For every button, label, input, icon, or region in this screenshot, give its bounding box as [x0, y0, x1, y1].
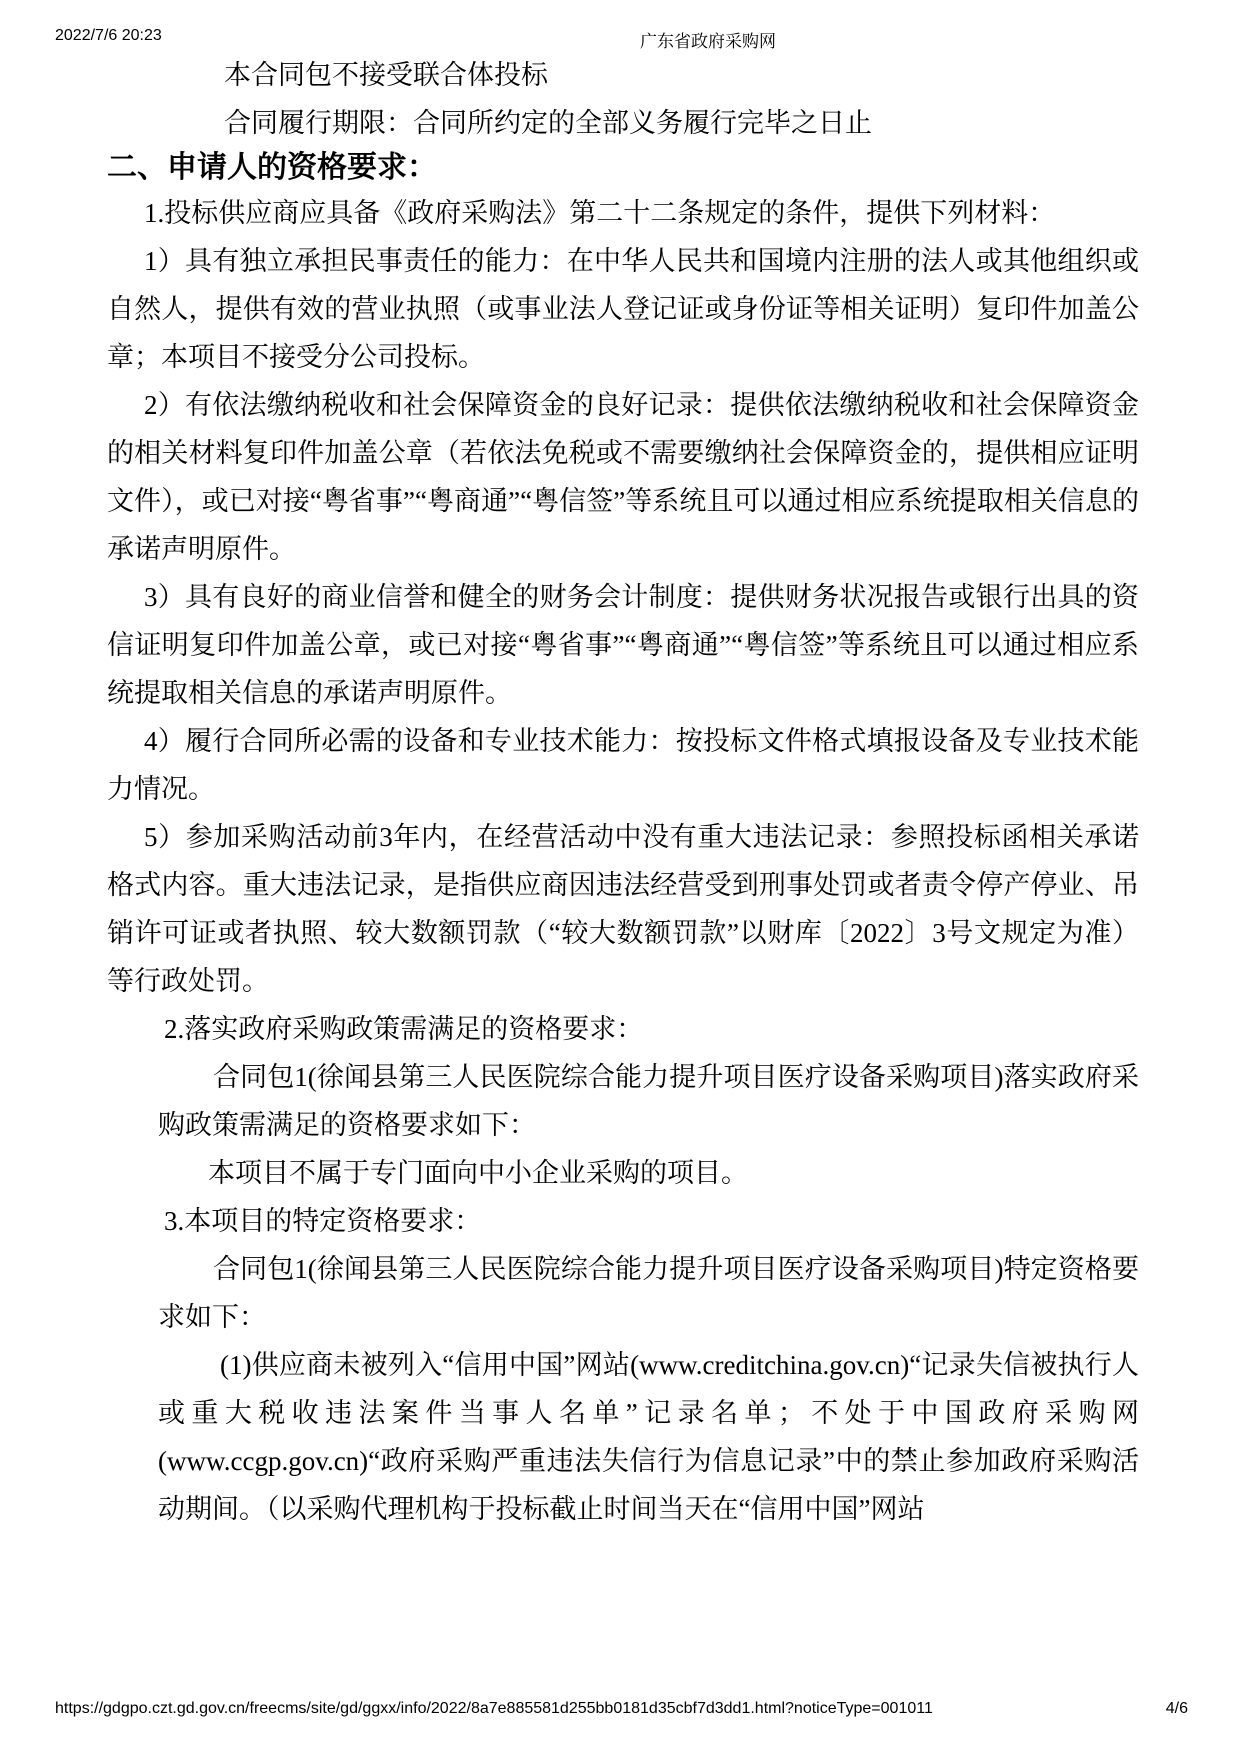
paragraph-requirement-1: 1.投标供应商应具备《政府采购法》第二十二条规定的条件，提供下列材料： [144, 198, 1056, 228]
intro-line-consortium: 本合同包不接受联合体投标 [224, 60, 548, 90]
paragraph-item-4-equipment-capability: 4）履行合同所必需的设备和专业技术能力：按投标文件格式填报设备及专业技术能力情况。 [107, 726, 1139, 804]
print-footer-page-number: 4/6 [1165, 1700, 1188, 1717]
paragraph-item-1-civil-liability: 1）具有独立承担民事责任的能力：在中华人民共和国境内注册的法人或其他组织或自然人，提供有效的营业执照（或事业法人登记证或身份证等相关证明）复印件加盖公章；本项目不接受分公司投标。 [107, 246, 1139, 372]
section-heading-applicant-qualifications: 二、申请人的资格要求： [107, 151, 437, 184]
print-header-site-title: 广东省政府采购网 [640, 32, 776, 51]
paragraph-item-2-tax-social-security: 2）有依法缴纳税收和社会保障资金的良好记录：提供依法缴纳税收和社会保障资金的相关材料复印件加盖公章（若依法免税或不需要缴纳社会保障资金的，提供相应证明文件），或已对接“粤省事”“粤商通”“粤信签”等系统且可以通过相应系统提取相关信息的承诺声明原件。 [107, 390, 1139, 564]
paragraph-requirement-3-specific: 3.本项目的特定资格要求： [164, 1206, 482, 1236]
print-header-timestamp: 2022/7/6 20:23 [55, 27, 162, 44]
paragraph-specific-item-1-credit-china: (1)供应商未被列入“信用中国”网站(www.creditchina.gov.cn)“记录失信被执行人或重大税收违法案件当事人名单”记录名单；不处于中国政府采购网(www.ccgp.gov.cn)“政府采购严重违法失信行为信息记录”中的禁止参加政府采购活动期间。（以采购代理机构于投标截止时间当天在“信用中国”网站 [158, 1350, 1139, 1524]
paragraph-package1-specific-requirements: 合同包1(徐闻县第三人民医院综合能力提升项目医疗设备采购项目)特定资格要求如下： [158, 1254, 1139, 1332]
paragraph-item-3-credit-finance: 3）具有良好的商业信誉和健全的财务会计制度：提供财务状况报告或银行出具的资信证明复印件加盖公章，或已对接“粤省事”“粤商通”“粤信签”等系统且可以通过相应系统提取相关信息的承诺声明原件。 [107, 582, 1139, 708]
paragraph-requirement-2-policy: 2.落实政府采购政策需满足的资格要求： [164, 1014, 644, 1044]
paragraph-not-sme-targeted: 本项目不属于专门面向中小企业采购的项目。 [208, 1158, 748, 1188]
print-footer-url: https://gdgpo.czt.gd.gov.cn/freecms/site/gd/ggxx/info/2022/8a7e885581d255bb0181d35cbf7d3dd1.html?noticeType=001011 [55, 1700, 933, 1717]
paragraph-package1-policy-requirements: 合同包1(徐闻县第三人民医院综合能力提升项目医疗设备采购项目)落实政府采购政策需满足的资格要求如下： [158, 1062, 1139, 1140]
paragraph-item-5-no-major-violations: 5）参加采购活动前3年内，在经营活动中没有重大违法记录：参照投标函相关承诺格式内容。重大违法记录，是指供应商因违法经营受到刑事处罚或者责令停产停业、吊销许可证或者执照、较大数额罚款（“较大数额罚款”以财库〔2022〕3号文规定为准）等行政处罚。 [107, 822, 1139, 996]
intro-line-contract-term: 合同履行期限：合同所约定的全部义务履行完毕之日止 [224, 108, 872, 138]
